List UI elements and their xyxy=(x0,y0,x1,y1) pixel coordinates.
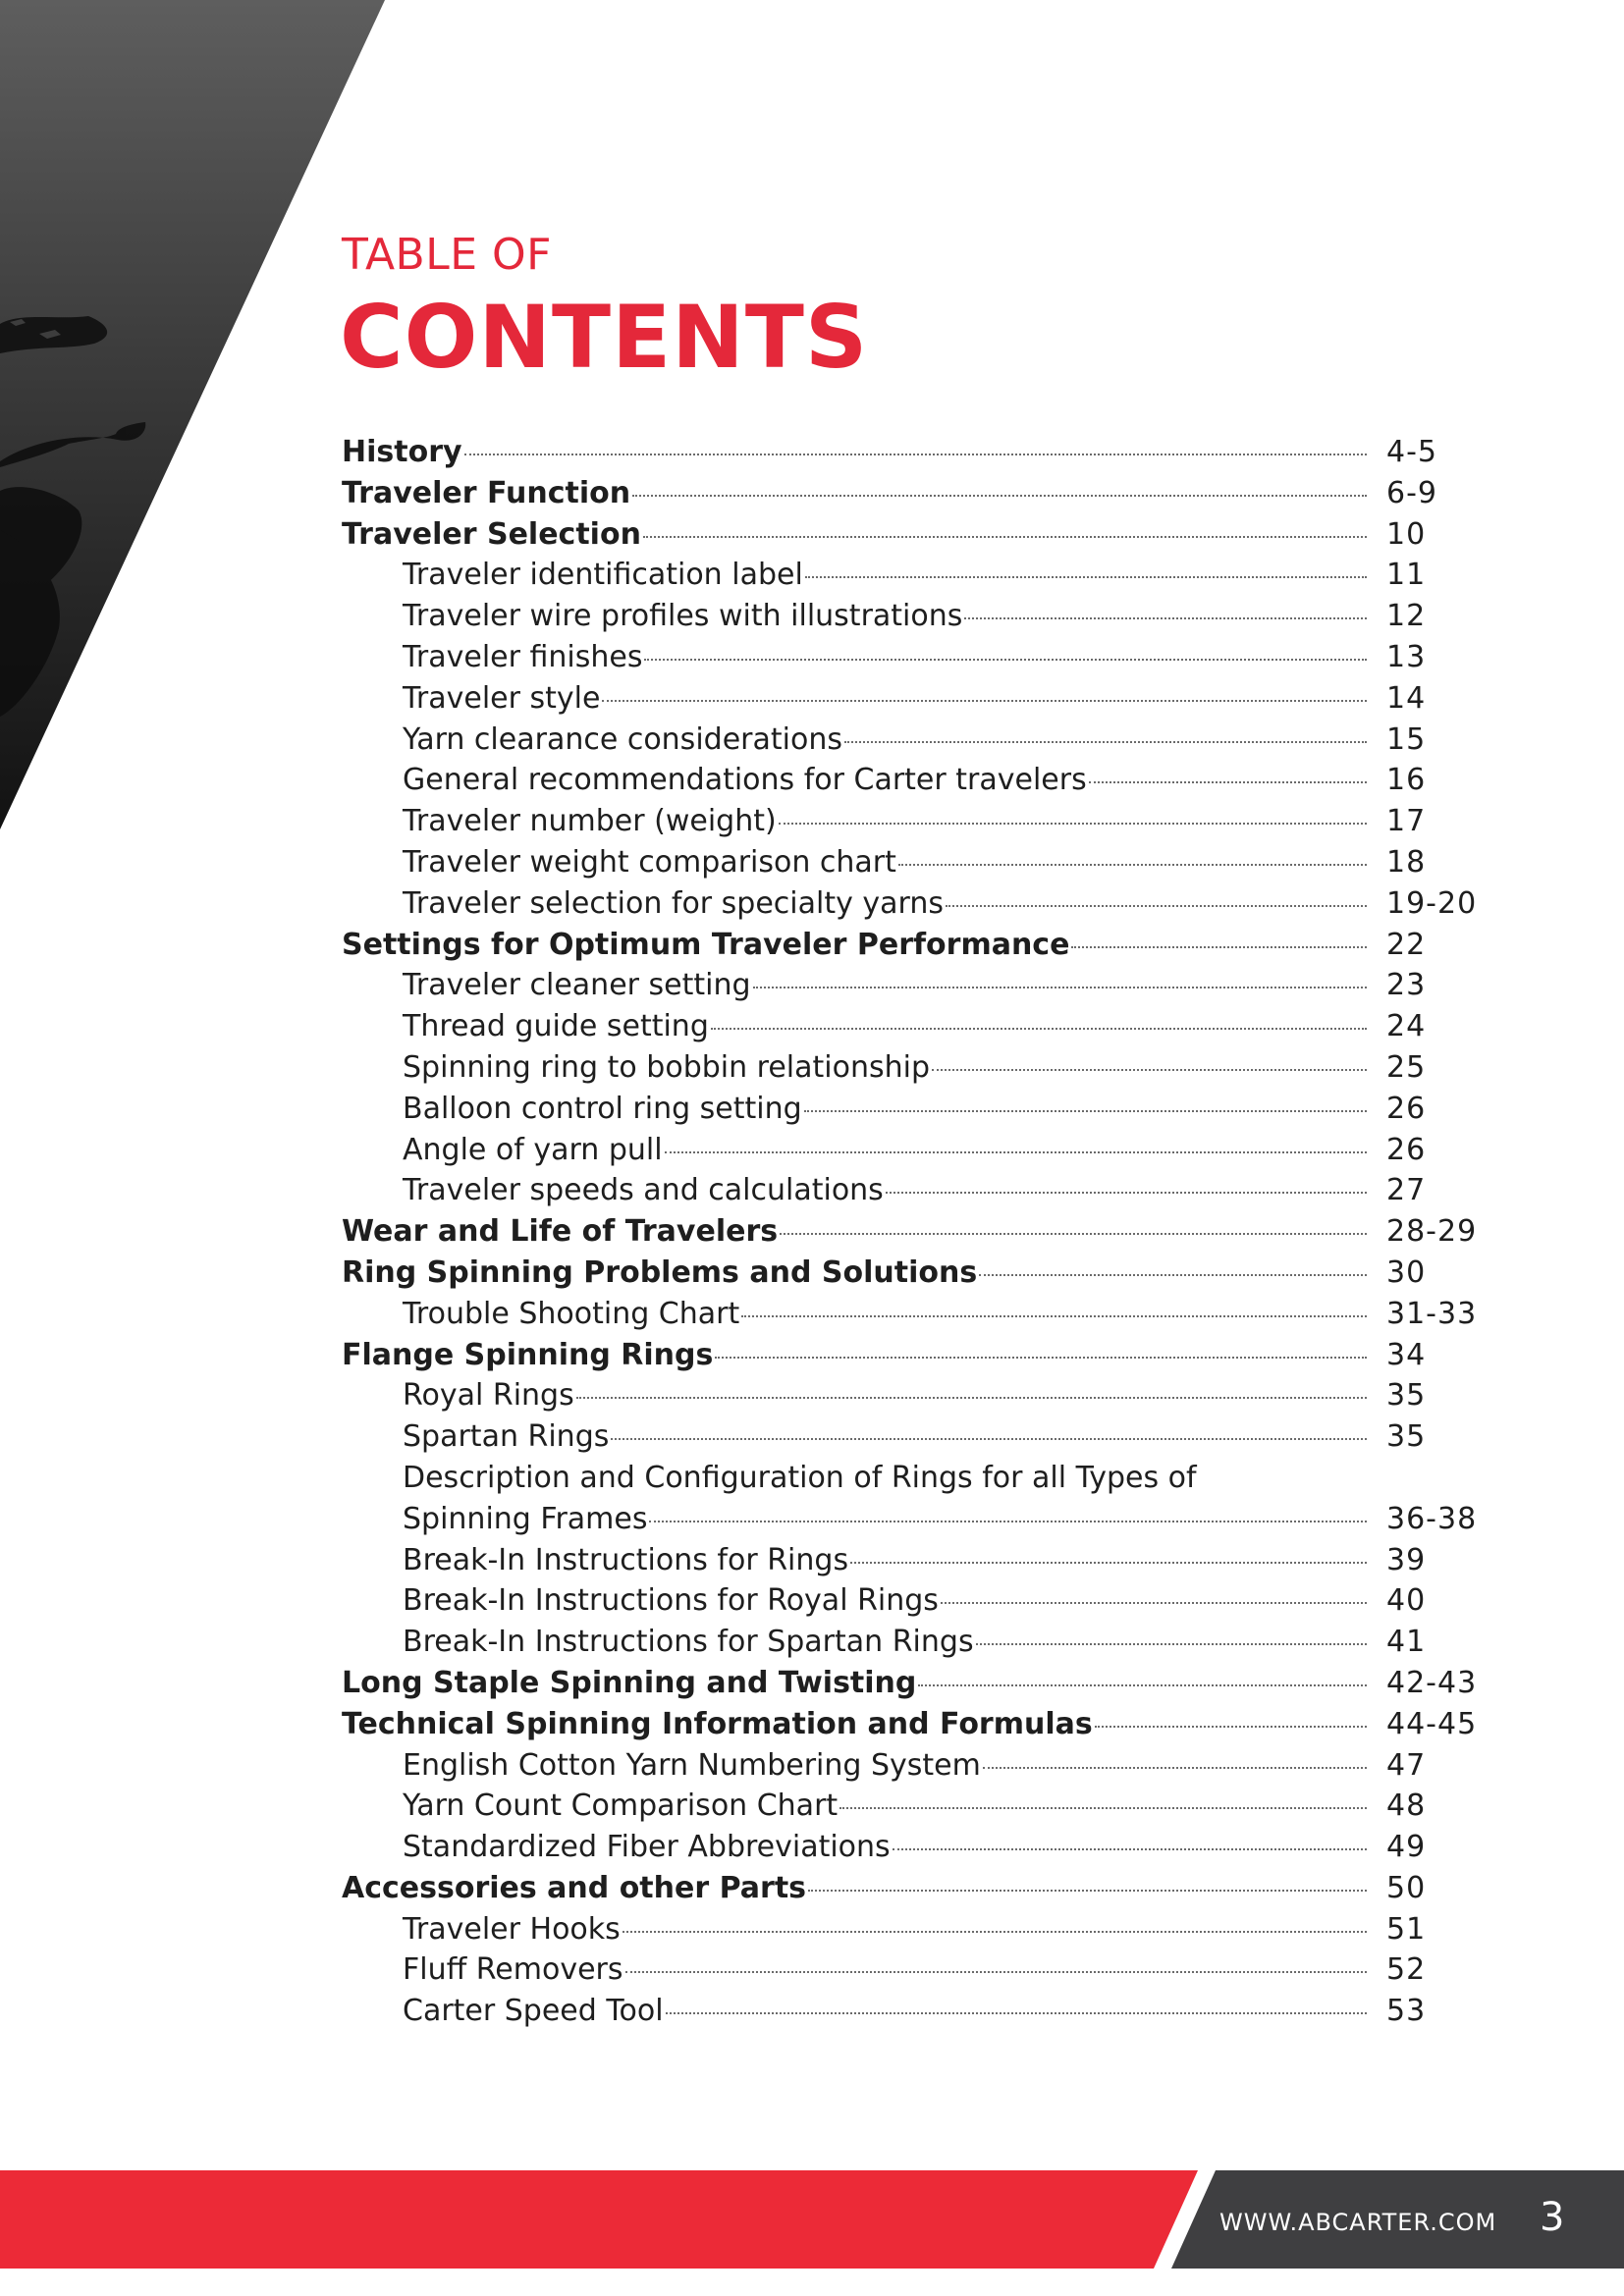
toc-dot-leader xyxy=(779,819,1367,825)
toc-dot-leader xyxy=(804,1106,1367,1112)
toc-entry-page: 35 xyxy=(1386,1419,1427,1455)
toc-entry-title: Spartan Rings xyxy=(403,1419,610,1455)
toc-section-entry xyxy=(342,925,1481,966)
toc-entry-page: 50 xyxy=(1386,1870,1427,1905)
toc-dot-leader xyxy=(780,1229,1367,1235)
toc-entry-page: 49 xyxy=(1386,1830,1427,1865)
toc-entry-title: Yarn Count Comparison Chart xyxy=(403,1789,839,1824)
toc-dot-leader xyxy=(808,1886,1367,1892)
toc-entry-title: Spinning Frames xyxy=(403,1501,648,1536)
toc-subsection-entry xyxy=(342,1047,1481,1089)
toc-dot-leader xyxy=(649,1517,1367,1522)
toc-entry-title: General recommendations for Carter travelers xyxy=(403,763,1087,798)
toc-dot-leader xyxy=(623,1927,1367,1933)
toc-dot-leader xyxy=(632,491,1367,497)
toc-dot-leader xyxy=(643,532,1367,538)
toc-entry-title: Traveler Hooks xyxy=(403,1911,621,1947)
toc-entry-page: 35 xyxy=(1386,1378,1427,1414)
toc-entry-page: 12 xyxy=(1386,599,1427,634)
toc-subsection-entry xyxy=(342,1416,1481,1458)
toc-dot-leader xyxy=(753,983,1367,988)
toc-entry-title: Break-In Instructions for Rings xyxy=(403,1542,849,1577)
toc-subsection-entry xyxy=(342,678,1481,720)
toc-entry-title: Trouble Shooting Chart xyxy=(403,1296,740,1331)
toc-entry-title: Traveler cleaner setting xyxy=(403,968,751,1003)
toc-entry-title: Break-In Instructions for Spartan Rings xyxy=(403,1625,974,1660)
toc-entry-title: Traveler speeds and calculations xyxy=(403,1173,884,1208)
toc-dot-leader xyxy=(941,1598,1367,1604)
toc-subsection-entry xyxy=(342,1130,1481,1171)
toc-entry-page: 25 xyxy=(1386,1049,1427,1085)
toc-entry-page: 11 xyxy=(1386,558,1427,593)
toc-subsection-entry xyxy=(342,760,1481,801)
toc-dot-leader xyxy=(886,1188,1367,1194)
toc-dot-leader xyxy=(1089,777,1367,783)
toc-entry-page: 39 xyxy=(1386,1542,1427,1577)
toc-entry-title: Wear and Life of Travelers xyxy=(342,1214,779,1250)
toc-subsection-entry xyxy=(342,1170,1481,1211)
toc-entry-page: 40 xyxy=(1386,1583,1427,1619)
toc-entry-title: Traveler selection for specialty yarns xyxy=(403,885,944,921)
toc-subsection-entry xyxy=(342,1458,1481,1499)
toc-subsection-entry xyxy=(342,637,1481,678)
toc-section-entry xyxy=(342,432,1481,473)
toc-subsection-entry xyxy=(342,1580,1481,1622)
toc-entry-title: Traveler style xyxy=(403,680,601,716)
toc-dot-leader xyxy=(839,1803,1367,1809)
toc-entry-page: 42-43 xyxy=(1386,1665,1478,1700)
toc-entry-page: 6-9 xyxy=(1386,475,1437,510)
toc-subsection-entry xyxy=(342,1827,1481,1868)
toc-entry-page: 13 xyxy=(1386,639,1427,674)
toc-dot-leader xyxy=(711,1024,1367,1030)
toc-entry-page: 53 xyxy=(1386,1994,1427,2029)
toc-subsection-entry xyxy=(342,1294,1481,1335)
toc-dot-leader xyxy=(946,901,1367,907)
toc-entry-page: 4-5 xyxy=(1386,435,1437,469)
toc-entry-title: Accessories and other Parts xyxy=(342,1870,807,1905)
toc-entry-title: Traveler finishes xyxy=(403,639,643,674)
toc-dot-leader xyxy=(1199,1477,1367,1481)
toc-entry-page: 24 xyxy=(1386,1009,1427,1044)
toc-section-entry xyxy=(342,1335,1481,1376)
toc-entry-title: History xyxy=(342,435,462,469)
toc-entry-page: 41 xyxy=(1386,1625,1427,1660)
toc-entry-page: 23 xyxy=(1386,968,1427,1003)
toc-section-entry xyxy=(342,473,1481,514)
toc-dot-leader xyxy=(979,1270,1367,1276)
toc-dot-leader xyxy=(983,1763,1367,1769)
footer-url: WWW.ABCARTER.COM xyxy=(1219,2209,1497,2236)
toc-dot-leader xyxy=(1095,1722,1367,1728)
toc-subsection-entry xyxy=(342,1540,1481,1581)
toc-entry-page: 19-20 xyxy=(1386,885,1478,921)
toc-dot-leader xyxy=(918,1681,1367,1686)
toc-dot-leader xyxy=(665,1148,1367,1153)
toc-entry-page: 22 xyxy=(1386,927,1427,962)
toc-entry-page: 31-33 xyxy=(1386,1296,1478,1331)
toc-entry-page: 10 xyxy=(1386,516,1427,552)
toc-entry-title: Thread guide setting xyxy=(403,1009,709,1044)
decorative-diagonal-band xyxy=(0,0,393,844)
toc-entry-title: Technical Spinning Information and Formulas xyxy=(342,1706,1093,1741)
toc-dot-leader xyxy=(611,1434,1367,1440)
toc-entry-title: Royal Rings xyxy=(403,1378,574,1414)
toc-entry-title: Break-In Instructions for Royal Rings xyxy=(403,1583,939,1619)
toc-entry-title: Long Staple Spinning and Twisting xyxy=(342,1665,917,1700)
toc-subsection-entry xyxy=(342,1991,1481,2032)
toc-dot-leader xyxy=(666,2008,1367,2014)
title-line-2: CONTENTS xyxy=(340,287,869,388)
toc-dot-leader xyxy=(976,1639,1367,1645)
toc-entry-page: 27 xyxy=(1386,1173,1427,1208)
toc-dot-leader xyxy=(715,1353,1367,1359)
toc-entry-title: Traveler number (weight) xyxy=(403,804,777,839)
toc-subsection-entry xyxy=(342,555,1481,596)
toc-subsection-entry xyxy=(342,1006,1481,1047)
toc-dot-leader xyxy=(741,1311,1367,1317)
toc-entry-title: English Cotton Yarn Numbering System xyxy=(403,1747,981,1783)
toc-dot-leader xyxy=(898,860,1367,866)
toc-entry-title: Carter Speed Tool xyxy=(403,1994,664,2029)
toc-dot-leader xyxy=(844,737,1367,743)
toc-entry-title: Balloon control ring setting xyxy=(403,1091,802,1126)
table-of-contents xyxy=(342,432,1481,2032)
toc-dot-leader xyxy=(850,1558,1367,1564)
toc-section-entry xyxy=(342,514,1481,556)
toc-subsection-entry xyxy=(342,1909,1481,1950)
toc-entry-page: 36-38 xyxy=(1386,1501,1478,1536)
toc-entry-page: 44-45 xyxy=(1386,1706,1478,1741)
toc-entry-title: Standardized Fiber Abbreviations xyxy=(403,1830,891,1865)
toc-dot-leader xyxy=(1071,942,1367,948)
toc-entry-title: Traveler identification label xyxy=(403,558,803,593)
toc-entry-title: Traveler weight comparison chart xyxy=(403,844,896,880)
toc-entry-title: Yarn clearance considerations xyxy=(403,721,842,757)
toc-entry-page: 18 xyxy=(1386,844,1427,880)
toc-section-entry xyxy=(342,1253,1481,1294)
toc-section-entry xyxy=(342,1211,1481,1253)
toc-subsection-entry xyxy=(342,596,1481,637)
toc-entry-page: 15 xyxy=(1386,721,1427,757)
toc-entry-title: Description and Configuration of Rings for all Types of xyxy=(403,1460,1197,1495)
toc-subsection-entry xyxy=(342,1089,1481,1130)
toc-dot-leader xyxy=(644,655,1367,661)
toc-dot-leader xyxy=(805,572,1367,578)
toc-entry-page: 14 xyxy=(1386,680,1427,716)
toc-entry-title: Fluff Removers xyxy=(403,1952,623,1988)
toc-dot-leader xyxy=(625,1967,1367,1973)
toc-entry-page: 52 xyxy=(1386,1952,1427,1988)
toc-subsection-entry xyxy=(342,1622,1481,1663)
toc-dot-leader xyxy=(964,614,1367,619)
toc-entry-title: Settings for Optimum Traveler Performance xyxy=(342,927,1070,962)
toc-section-entry xyxy=(342,1704,1481,1745)
toc-entry-page: 26 xyxy=(1386,1132,1427,1167)
toc-dot-leader xyxy=(932,1065,1367,1071)
toc-subsection-entry xyxy=(342,720,1481,761)
toc-entry-title: Angle of yarn pull xyxy=(403,1132,663,1167)
toc-subsection-entry xyxy=(342,1375,1481,1416)
toc-subsection-entry xyxy=(342,842,1481,883)
toc-entry-page: 51 xyxy=(1386,1911,1427,1947)
toc-dot-leader xyxy=(893,1844,1367,1850)
toc-entry-page: 28-29 xyxy=(1386,1214,1478,1250)
page-number: 3 xyxy=(1540,2195,1565,2240)
title-line-1: TABLE OF xyxy=(342,230,552,280)
toc-entry-title: Traveler Selection xyxy=(342,516,641,552)
toc-subsection-entry xyxy=(342,1949,1481,1991)
toc-entry-page: 30 xyxy=(1386,1255,1427,1290)
toc-entry-page: 16 xyxy=(1386,763,1427,798)
toc-entry-title: Spinning ring to bobbin relationship xyxy=(403,1049,930,1085)
toc-section-entry xyxy=(342,1663,1481,1704)
toc-section-entry xyxy=(342,1868,1481,1909)
toc-entry-page: 47 xyxy=(1386,1747,1427,1783)
toc-entry-title: Ring Spinning Problems and Solutions xyxy=(342,1255,978,1290)
toc-dot-leader xyxy=(576,1393,1367,1399)
toc-entry-page: 26 xyxy=(1386,1091,1427,1126)
toc-subsection-entry xyxy=(342,801,1481,842)
toc-subsection-entry xyxy=(342,883,1481,925)
toc-entry-page: 17 xyxy=(1386,804,1427,839)
toc-dot-leader xyxy=(602,696,1367,702)
toc-entry-page: 48 xyxy=(1386,1789,1427,1824)
toc-subsection-entry xyxy=(342,1499,1481,1540)
toc-entry-title: Flange Spinning Rings xyxy=(342,1337,714,1372)
toc-entry-title: Traveler Function xyxy=(342,475,631,510)
toc-dot-leader xyxy=(464,450,1367,455)
toc-subsection-entry xyxy=(342,1745,1481,1787)
toc-subsection-entry xyxy=(342,965,1481,1006)
toc-subsection-entry xyxy=(342,1786,1481,1827)
toc-entry-page: 34 xyxy=(1386,1337,1427,1372)
toc-entry-title: Traveler wire profiles with illustrations xyxy=(403,599,963,634)
